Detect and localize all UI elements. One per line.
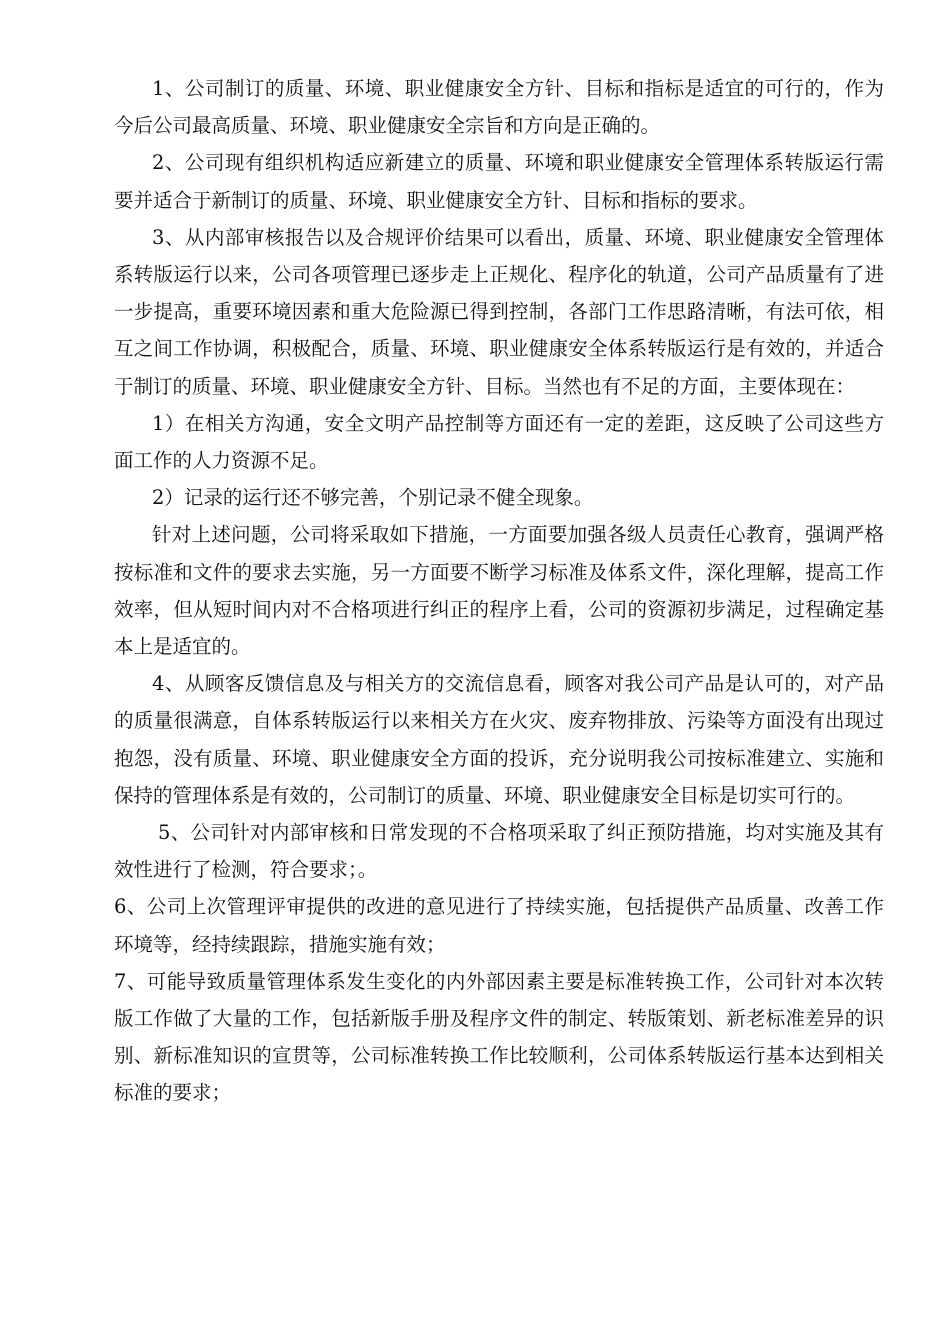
paragraph-subitem-1: 1）在相关方沟通，安全文明产品控制等方面还有一定的差距，这反映了公司这些方面工作的人力资源不足。 [114,411,884,473]
paragraph-item-5: 5、公司针对内部审核和日常发现的不合格项采取了纠正预防措施，均对实施及其有效性进行了检测，符合要求；。 [114,821,884,882]
paragraph-measures: 针对上述问题，公司将采取如下措施，一方面要加强各级人员责任心教育，强调严格按标准和文件的要求去实施，另一方面要不断学习标准及体系文件，深化理解，提高工作效率，但从短时间内对不合格项进行纠正的程序上看，公司的资源初步满足，过程确定基本上是适宜的。 [114,523,884,659]
paragraph-item-2: 2、公司现有组织机构适应新建立的质量、环境和职业健康安全管理体系转版运行需要并适合于新制订的质量、环境、职业健康安全方针、目标和指标的要求。 [114,151,884,212]
paragraph-subitem-2: 2）记录的运行还不够完善，个别记录不健全现象。 [152,486,594,510]
paragraph-item-7: 7、可能导致质量管理体系发生变化的内外部因素主要是标准转换工作，公司针对本次转版工作做了大量的工作，包括新版手册及程序文件的制定、转版策划、新老标准差异的识别、新标准知识的宣贯等，公司标准转换工作比较顺利，公司体系转版运行基本达到相关标准的要求； [114,969,884,1105]
paragraph-item-3: 3、从内部审核报告以及合规评价结果可以看出，质量、环境、职业健康安全管理体系转版运行以来，公司各项管理已逐步走上正规化、程序化的轨道，公司产品质量有了进一步提高，重要环境因素和重大危险源已得到控制，各部门工作思路清晰，有法可依，相互之间工作协调，积极配合，质量、环境、职业健康安全体系转版运行是有效的，并适合于制订的质量、环境、职业健康安全方针、目标。当然也有不足的方面，主要体现在： [114,225,884,398]
paragraph-item-4: 4、从顾客反馈信息及与相关方的交流信息看，顾客对我公司产品是认可的，对产品的质量很满意，自体系转版运行以来相关方在火灾、废弃物排放、污染等方面没有出现过抱怨，没有质量、环境、职业健康安全方面的投诉，充分说明我公司按标准建立、实施和保持的管理体系是有效的，公司制订的质量、环境、职业健康安全目标是切实可行的。 [114,672,884,807]
paragraph-item-1: 1、公司制订的质量、环境、职业健康安全方针、目标和指标是适宜的可行的，作为今后公司最高质量、环境、职业健康安全宗旨和方向是正确的。 [114,77,884,138]
paragraph-item-6: 6、公司上次管理评审提供的改进的意见进行了持续实施，包括提供产品质量、改善工作环境等，经持续跟踪，措施实施有效； [114,895,884,956]
document-body [114,70,884,1112]
